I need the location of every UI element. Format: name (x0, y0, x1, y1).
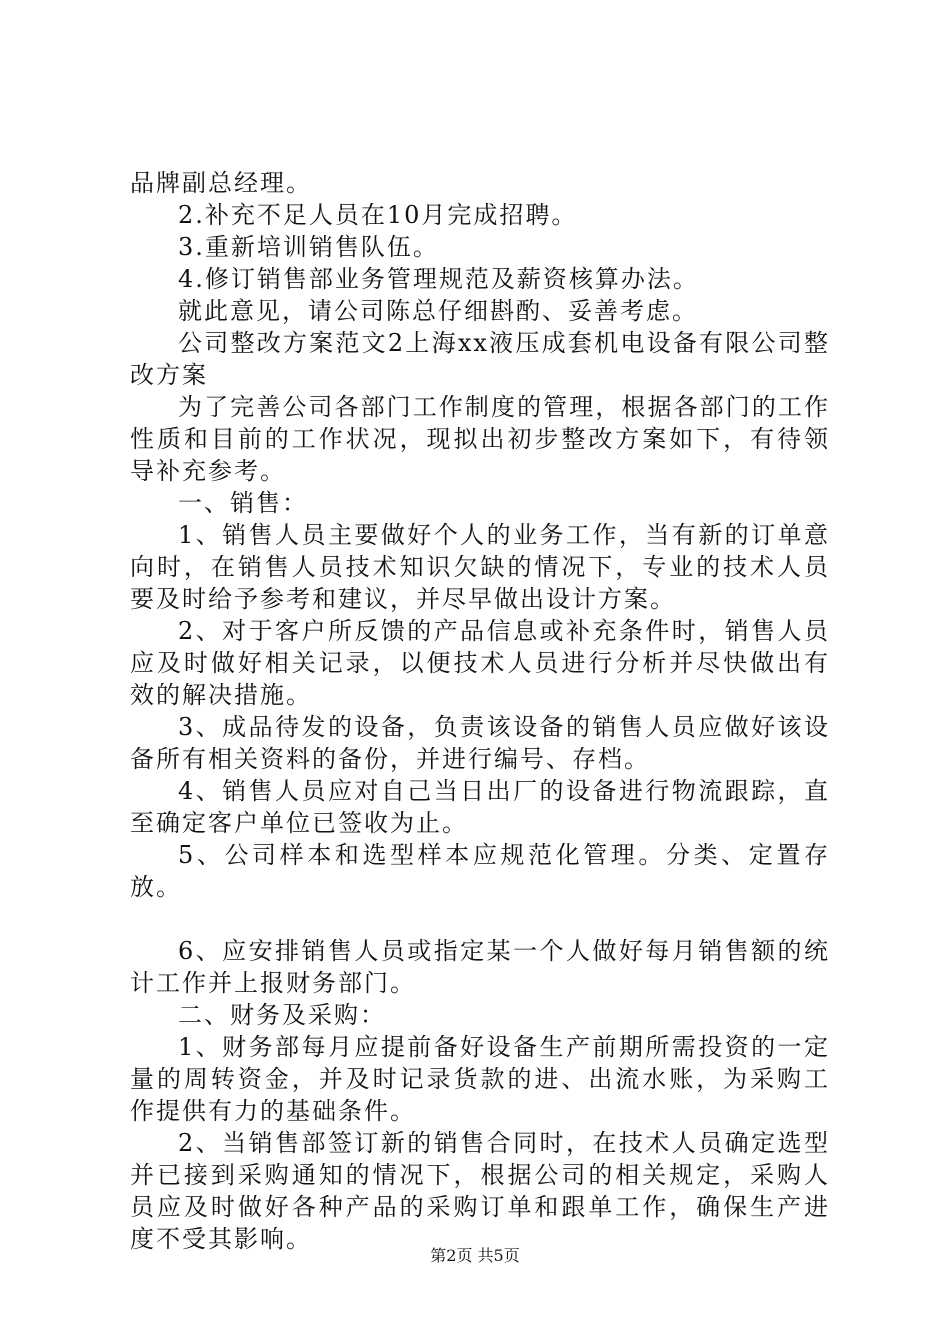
paragraph-item-3: 3.重新培训销售队伍。 (178, 233, 439, 261)
document-body (130, 167, 830, 1255)
finance-item-1: 1、财务部每月应提前备好设备生产前期所需投资的一定量的周转资金，并及时记录货款的进、出流水账，为采购工作提供有力的基础条件。 (130, 1033, 830, 1125)
heading-sales: 一、销售： (178, 489, 308, 517)
paragraph-item-4: 4.修订销售部业务管理规范及薪资核算办法。 (178, 265, 699, 293)
paragraph-intro: 为了完善公司各部门工作制度的管理，根据各部门的工作性质和目前的工作状况，现拟出初步整改方案如下，有待领导补充参考。 (130, 393, 830, 485)
sales-item-3: 3、成品待发的设备，负责该设备的销售人员应做好该设备所有相关资料的备份，并进行编号、存档。 (130, 713, 830, 773)
page-number-footer: 第2页 共5页 (430, 1246, 520, 1265)
sales-item-4: 4、销售人员应对自己当日出厂的设备进行物流跟踪，直至确定客户单位已签收为止。 (130, 777, 830, 837)
sales-item-5: 5、公司样本和选型样本应规范化管理。分类、定置存放。 (130, 841, 830, 901)
paragraph-continuation: 品牌副总经理。 (130, 169, 312, 197)
section-title: 公司整改方案范文2上海xx液压成套机电设备有限公司整改方案 (130, 329, 830, 389)
heading-finance-purchasing: 二、财务及采购： (178, 1001, 386, 1029)
paragraph-item-2: 2.补充不足人员在10月完成招聘。 (178, 201, 578, 229)
paragraph-closing: 就此意见，请公司陈总仔细斟酌、妥善考虑。 (178, 297, 698, 325)
sales-item-1: 1、销售人员主要做好个人的业务工作，当有新的订单意向时，在销售人员技术知识欠缺的情况下，专业的技术人员要及时给予参考和建议，并尽早做出设计方案。 (130, 521, 830, 613)
sales-item-6: 6、应安排销售人员或指定某一个人做好每月销售额的统计工作并上报财务部门。 (130, 937, 830, 997)
finance-item-2: 2、当销售部签订新的销售合同时，在技术人员确定选型并已接到采购通知的情况下，根据公司的相关规定，采购人员应及时做好各种产品的采购订单和跟单工作，确保生产进度不受其影响。 (130, 1129, 830, 1253)
sales-item-2: 2、对于客户所反馈的产品信息或补充条件时，销售人员应及时做好相关记录，以便技术人员进行分析并尽快做出有效的解决措施。 (130, 617, 830, 709)
